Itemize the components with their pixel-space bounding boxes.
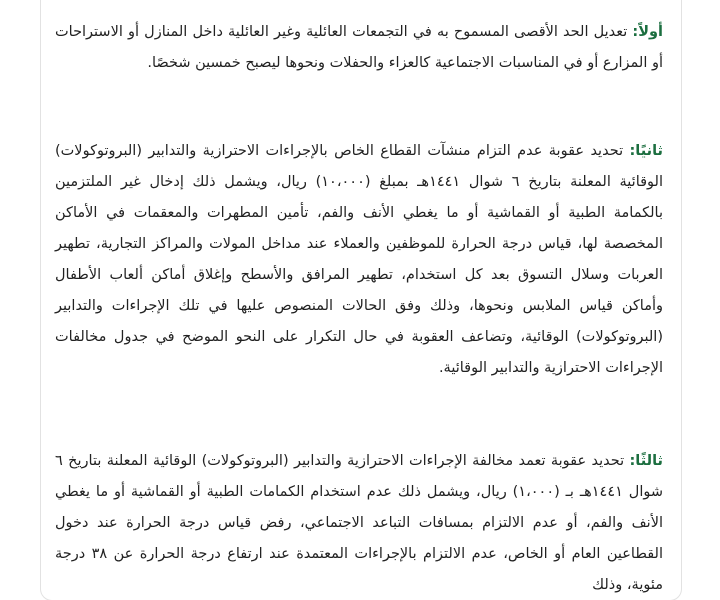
paragraph-text: تحديد عقوبة تعمد مخالفة الإجراءات الاحترازية والتدابير (البروتوكولات) الوقائية المعلنة بتاريخ ٦ شوال ١٤٤١هـ بـ (١،٠٠٠) ريال، ويشمل ذلك عدم استخدام الكمامات الطبية أو القماشية أو ما يغطي الأنف والفم، أو عدم الالتزام بمسافات التباعد الاجتماعي، رفض قياس درجة الحرارة عند دخول القطاعين العام أو الخاص، عدم الالتزام بالإجراءات المعتمدة عند ارتفاع درجة الحرارة عن ٣٨ درجة مئوية، وذلك — [55, 453, 663, 593]
paragraph-lead: ثالثًا: — [629, 453, 663, 469]
paragraph-lead: ثانيًا: — [629, 143, 663, 159]
paragraph-lead: أولاً: — [632, 24, 663, 40]
paragraph-second — [55, 136, 663, 384]
paragraph-text: تعديل الحد الأقصى المسموح به في التجمعات العائلية وغير العائلية داخل المنازل أو الاستراحات أو المزارع أو في المناسبات الاجتماعية كالعزاء والحفلات ونحوها ليصبح خمسين شخصًا. — [55, 24, 663, 71]
paragraph-first — [55, 17, 663, 79]
paragraph-third — [55, 446, 663, 600]
paragraph-text: تحديد عقوبة عدم التزام منشآت القطاع الخاص بالإجراءات الاحترازية والتدابير (البروتوكولات) الوقائية المعلنة بتاريخ ٦ شوال ١٤٤١هـ بمبلغ (١٠،٠٠٠) ريال، ويشمل ذلك إدخال غير الملتزمين بالكمامة الطبية أو القماشية أو ما يغطي الأنف والفم، تأمين المطهرات والمعقمات في الأماكن المخصصة لها، قياس درجة الحرارة للموظفين والعملاء عند مداخل المولات والمراكز التجارية، تطهير العربات وسلال التسوق بعد كل استخدام، تطهير المرافق والأسطح وإغلاق أماكن ألعاب الأطفال وأماكن قياس الملابس ونحوها، وذلك وفق الحالات المنصوص عليها في تلك الإجراءات والتدابير (البروتوكولات) الوقائية، وتضاعف العقوبة في حال التكرار على النحو الموضح في جدول مخالفات الإجراءات الاحترازية والتدابير الوقائية. — [55, 143, 663, 376]
document-card — [40, 0, 682, 600]
